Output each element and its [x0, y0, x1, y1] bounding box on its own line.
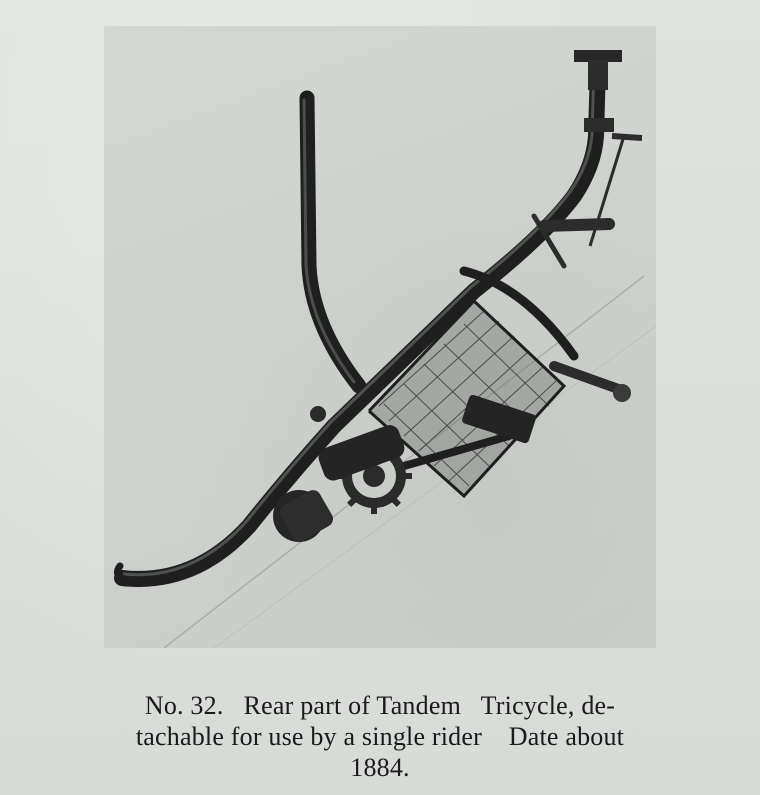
caption-line-2: tachable for use by a single rider Date about: [135, 722, 625, 751]
caption-line-3: 1884.: [350, 753, 410, 782]
tricycle-rear-frame-icon: [104, 26, 656, 648]
caption-line-1: No. 32. Rear part of Tandem Tricycle, de-: [144, 691, 616, 720]
tricycle-photograph: [104, 26, 656, 648]
figure-caption: [40, 690, 720, 783]
